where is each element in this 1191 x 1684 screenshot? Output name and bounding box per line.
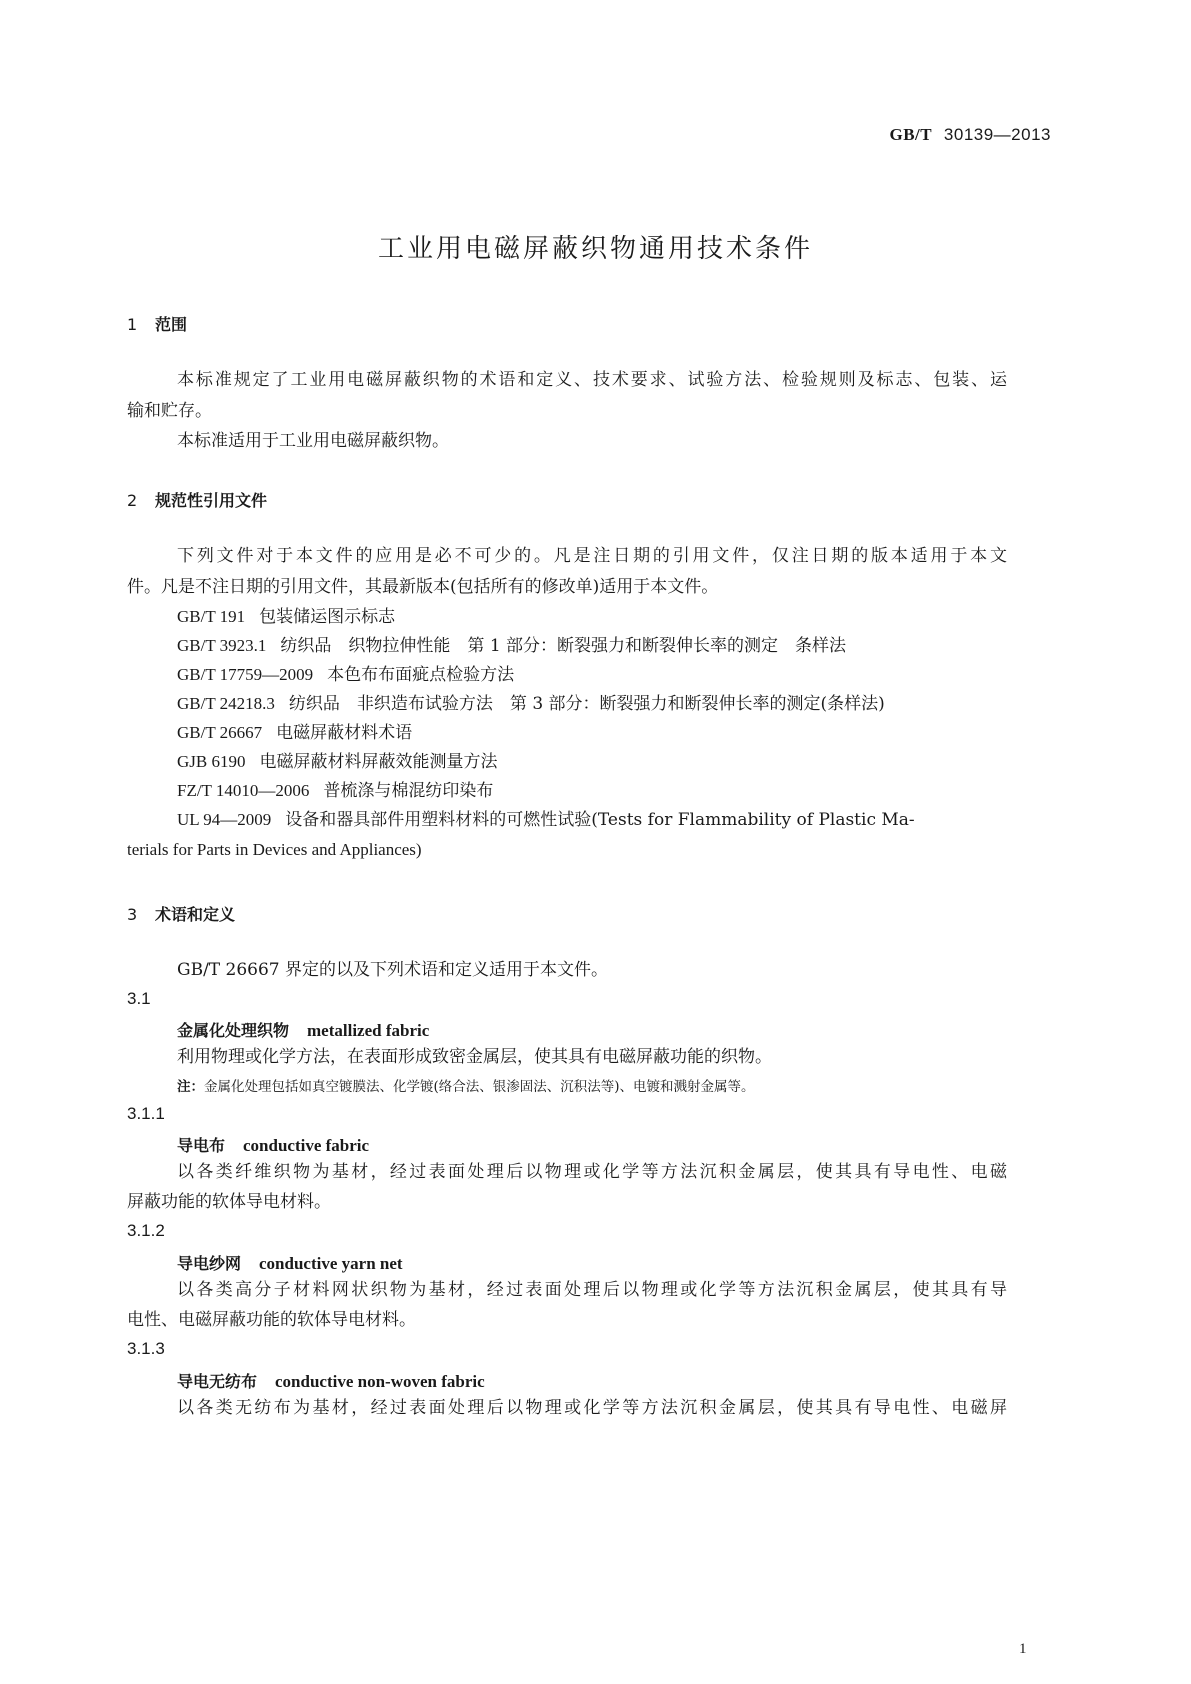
reference-item: GB/T 3923.1 纺织品 织物拉伸性能 第 1 部分：断裂强力和断裂伸长率的测定 条样法 [177, 636, 847, 656]
standard-prefix: GB/T [889, 125, 933, 144]
term-definition: 以各类纤维织物为基材，经过表面处理后以物理或化学等方法沉积金属层，使其具有导电性、电磁 [177, 1162, 1007, 1182]
term-definition-cont: 电性、电磁屏蔽功能的软体导电材料。 [127, 1310, 416, 1330]
term-definition: 利用物理或化学方法，在表面形成致密金属层，使其具有电磁屏蔽功能的织物。 [177, 1047, 772, 1067]
term-heading: 金属化处理织物 metallized fabric [177, 1021, 430, 1040]
section-3-intro: GB/T 26667 界定的以及下列术语和定义适用于本文件。 [177, 960, 609, 980]
reference-item: GJB 6190 电磁屏蔽材料屏蔽效能测量方法 [177, 752, 498, 772]
document-title: 工业用电磁屏蔽织物通用技术条件 [377, 234, 813, 264]
reference-item: GB/T 17759—2009 本色布布面疵点检验方法 [177, 665, 515, 685]
standard-code [889, 125, 1051, 145]
term-heading: 导电纱网 conductive yarn net [177, 1254, 403, 1273]
reference-item-continuation: terials for Parts in Devices and Appliances) [127, 840, 422, 859]
reference-item: UL 94—2009 设备和器具部件用塑料材料的可燃性试验(Tests for Flammability of Plastic Ma- [177, 810, 915, 830]
term-definition: 以各类无纺布为基材，经过表面处理后以物理或化学等方法沉积金属层，使其具有导电性、电磁屏 [177, 1398, 1007, 1418]
section-1-heading: 1 范围 [127, 315, 188, 334]
section-2-heading: 2 规范性引用文件 [127, 491, 268, 510]
clause-number: 3.1.1 [127, 1104, 165, 1123]
clause-number: 3.1.2 [127, 1221, 165, 1240]
section-2-intro-line2: 件。凡是不注日期的引用文件，其最新版本(包括所有的修改单)适用于本文件。 [127, 577, 719, 597]
term-heading: 导电布 conductive fabric [177, 1136, 370, 1155]
section-1-para1-line2: 输和贮存。 [127, 401, 212, 421]
standard-number: 30139—2013 [943, 125, 1051, 144]
reference-item: FZ/T 14010—2006 普梳涤与棉混纺印染布 [177, 781, 494, 801]
clause-number: 3.1.3 [127, 1339, 165, 1358]
section-1-para1-line1: 本标准规定了工业用电磁屏蔽织物的术语和定义、技术要求、试验方法、检验规则及标志、包装、运 [177, 370, 1007, 390]
section-1-para2: 本标准适用于工业用电磁屏蔽织物。 [177, 431, 449, 451]
section-2-intro-line1: 下列文件对于本文件的应用是必不可少的。凡是注日期的引用文件，仅注日期的版本适用于本文 [177, 546, 1007, 566]
reference-item: GB/T 26667 电磁屏蔽材料术语 [177, 723, 413, 743]
term-note: 注：金属化处理包括如真空镀膜法、化学镀(络合法、银渗固法、沉积法等)、电镀和溅射金属等。 [177, 1079, 755, 1095]
term-heading: 导电无纺布 conductive non-woven fabric [177, 1372, 485, 1391]
term-definition: 以各类高分子材料网状织物为基材，经过表面处理后以物理或化学等方法沉积金属层，使其具有导 [177, 1280, 1007, 1300]
section-3-heading: 3 术语和定义 [127, 905, 236, 924]
term-definition-cont: 屏蔽功能的软体导电材料。 [127, 1192, 331, 1212]
reference-item: GB/T 24218.3 纺织品 非织造布试验方法 第 3 部分：断裂强力和断裂伸长率的测定(条样法) [177, 694, 885, 714]
page-number: 1 [1019, 1641, 1027, 1657]
clause-number: 3.1 [127, 989, 151, 1008]
reference-item: GB/T 191 包装储运图示标志 [177, 607, 396, 627]
